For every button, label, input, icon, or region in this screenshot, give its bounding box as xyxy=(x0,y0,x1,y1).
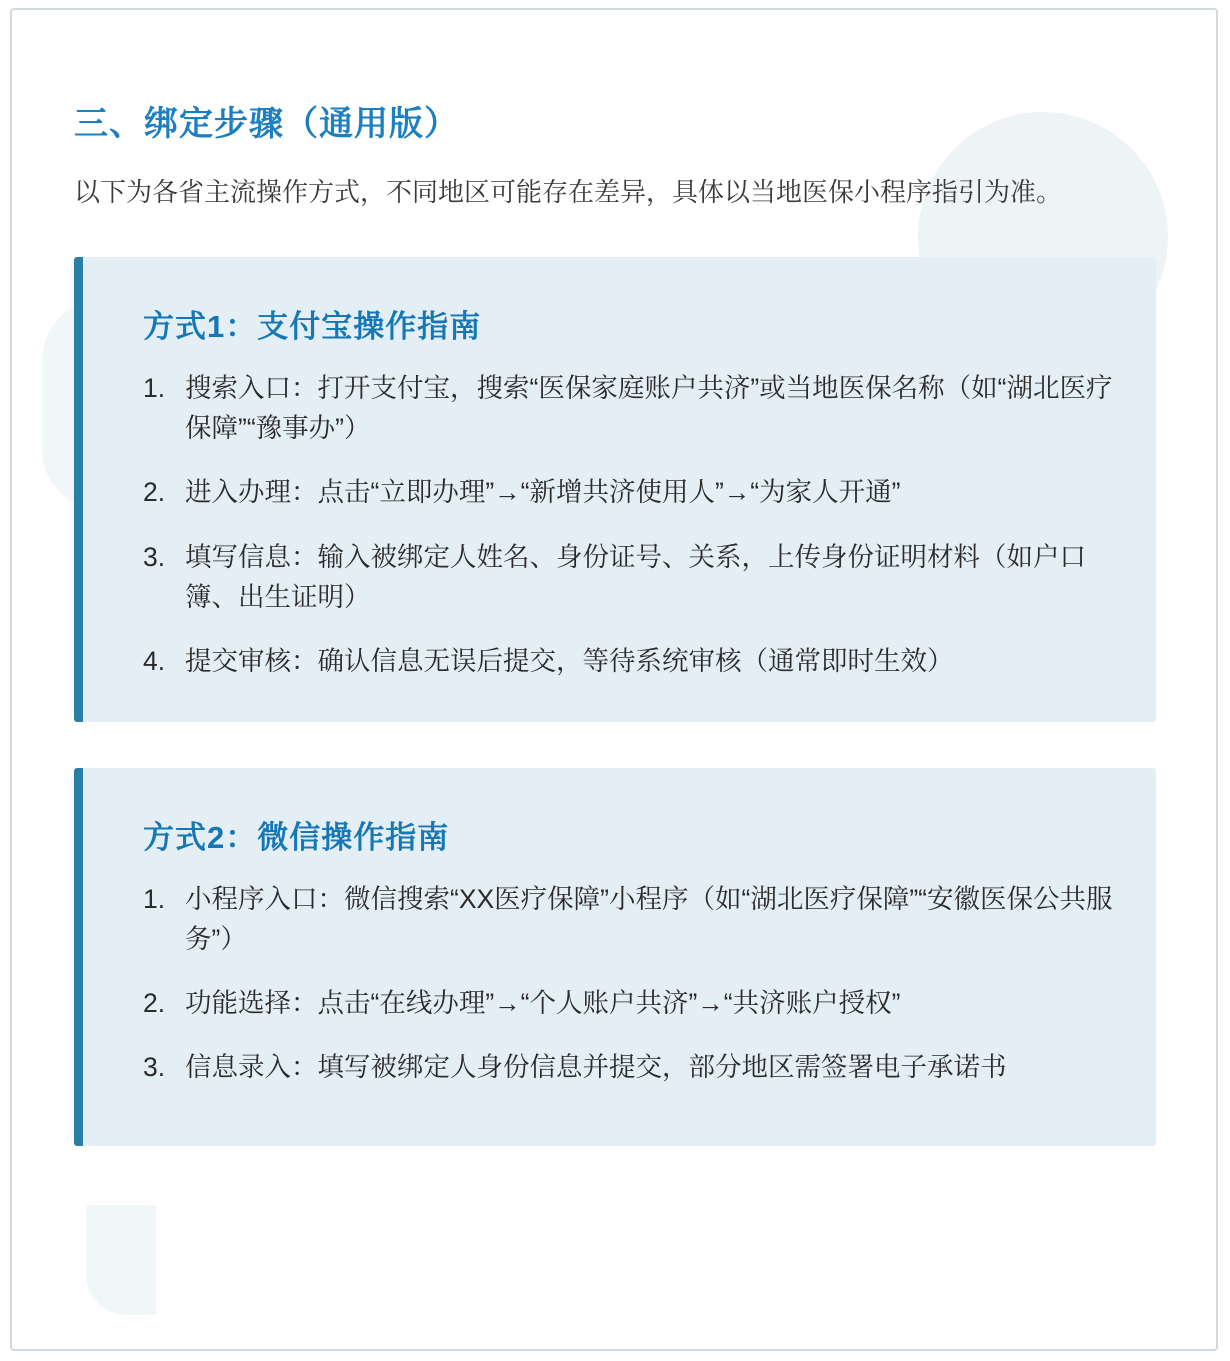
intro-paragraph: 以下为各省主流操作方式，不同地区可能存在差异，具体以当地医保小程序指引为准。 xyxy=(74,176,1063,207)
list-item xyxy=(137,1047,1118,1087)
method-card-alipay xyxy=(74,257,1156,722)
list-item xyxy=(137,537,1118,618)
page-title: 三、绑定步骤（通用版） xyxy=(74,105,459,143)
list-item xyxy=(137,368,1118,449)
method-card-title: 方式2：微信操作指南 xyxy=(143,819,450,855)
list-item xyxy=(137,879,1118,960)
step-list xyxy=(121,368,1118,682)
step-text: 提交审核：确认信息无误后提交，等待系统审核（通常即时生效） xyxy=(185,646,954,677)
step-text: 搜索入口：打开支付宝，搜索“医保家庭账户共济”或当地医保名称（如“湖北医疗保障”“豫事办”） xyxy=(185,372,1113,444)
decorative-left-shape-lower xyxy=(86,1205,156,1315)
step-text: 填写信息：输入被绑定人姓名、身份证号、关系，上传身份证明材料（如户口簿、出生证明） xyxy=(185,541,1086,612)
step-text: 进入办理：点击“立即办理”→“新增共济使用人”→“为家人开通” xyxy=(185,477,901,508)
step-text: 信息录入：填写被绑定人身份信息并提交，部分地区需签署电子承诺书 xyxy=(185,1052,1007,1083)
method-card-wechat xyxy=(74,768,1156,1146)
method-card-title: 方式1：支付宝操作指南 xyxy=(143,308,482,344)
list-item xyxy=(137,472,1118,512)
list-item xyxy=(137,983,1118,1023)
list-item xyxy=(137,641,1118,681)
step-text: 小程序入口：微信搜索“XX医疗保障”小程序（如“湖北医疗保障”“安徽医保公共服务”） xyxy=(185,883,1113,954)
step-text: 功能选择：点击“在线办理”→“个人账户共济”→“共济账户授权” xyxy=(185,988,901,1019)
step-list xyxy=(121,879,1118,1088)
